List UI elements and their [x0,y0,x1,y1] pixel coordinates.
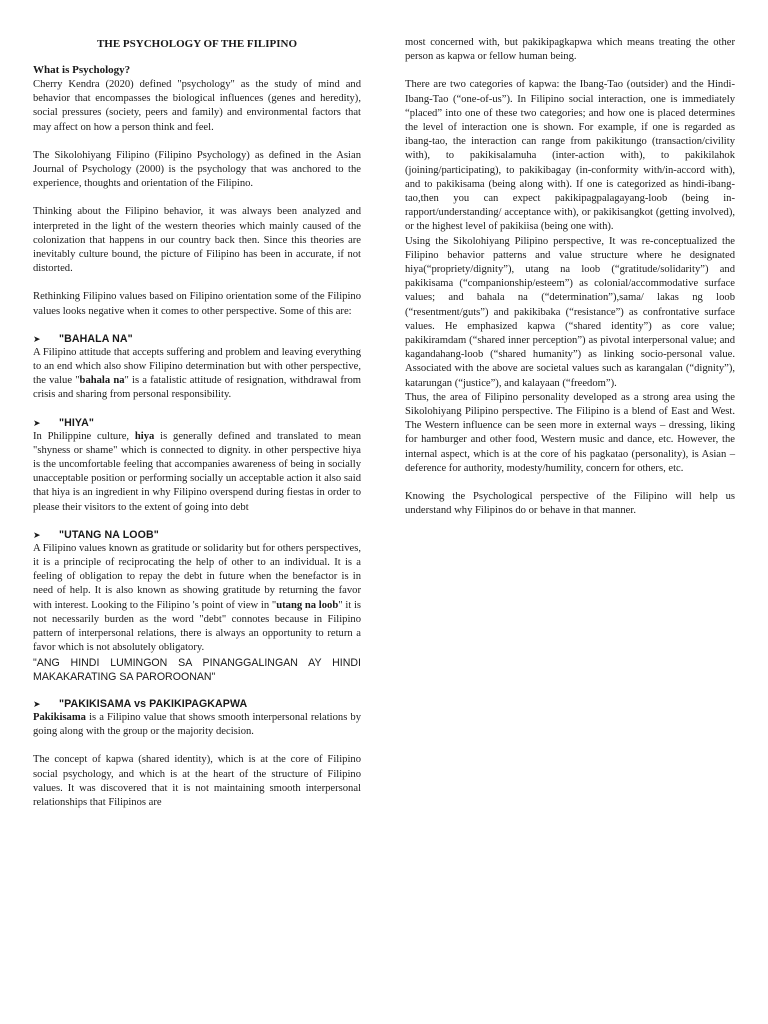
right-column [405,36,735,533]
pakikisama-paragraph [33,711,361,739]
bahala-na-heading [33,333,361,345]
bahala-na-text-1: A Filipino attitude that accepts suffering and problem and leaving everything to an end which also show Filipino determination but with other perspective, the value " [33,346,361,387]
conclusion-paragraph: Knowing the Psychological perspective of the Filipino will help us understand why Filipinos do or behave in that manner. [405,491,735,517]
hiya-paragraph [33,430,361,515]
utang-bold-term: utang na loob [276,599,339,611]
sikolohiyang-pilipino-paragraph: Using the Sikolohiyang Pilipino perspective, It was re-conceptualized the Filipino behavior patterns and value structure where he designated hiya(“propriety/dignity”), utang na loob (“gratitude/solidarity”) and pakikisama (“companionship/esteem”) as colonial/accommodative surface values; and bahala na (“determination”),sama/ lakas ng loob (“resentment/guts”) and pakikibaka (“resistance”) as confrontative surface values. He emphasized kapwa (“shared identity”) as core value; pakikiramdam (“shared inner perception”) as pivotal interpersonal value; and kagandahang-loob (“shared humanity”) as linking socio-personal value. Associated with the above are societal values such as karangalan (“dignity”), katarungan (“justice”), and kalayaan (“freedom”). [405,235,735,389]
pakikisama-text-1: is a Filipino value that shows smooth interpersonal relations by going along with the group or the majority decision. [33,711,361,738]
utang-text-2: " it is not necessarily burden as the word "debt" connotes because in Filipino pattern of interpersonal relations, there is always an opportunity to return a favor which is not absolutely obligatory. [33,599,362,654]
arrow-bullet-icon: ➤ [33,333,41,344]
bahala-na-bold-term: bahala na [79,375,125,387]
continued-paragraph: most concerned with, but pakikipagkapwa which means treating the other person as kapwa or fellow human being. [405,37,735,63]
utang-na-loob-paragraph [33,542,361,656]
hiya-text-1: In Philippine culture, [33,430,135,442]
kendra-paragraph: Cherry Kendra (2020) defined "psychology" as the study of mind and behavior that encompasses the biological influences (genes and heredity), social pressures (society, peers and family) and environmental factors that may affect on how a person think and feel. [33,79,361,133]
arrow-bullet-icon: ➤ [33,529,41,540]
kapwa-categories-paragraph: There are two categories of kapwa: the Ibang-Tao (outsider) and the Hindi-Ibang-Tao (“one-of-us”). In Filipino social interaction, one is immediately “placed” into one of these two categories; and how one is placed determines the level of interaction one is shown. For example, if one is regarded as ibang-tao, the interaction can range from pakikitungo (transaction/civility with), to pakikisalamuha (inter-action with), to pakikilahok (joining/participating), to pakikibagay (in-conformity with/in-accord with), and to pakikisama (being along with). If one is categorized as hindi-ibang-tao,then you can expect pakikipagpalagayang-loob (being in-rapport/understanding/ acceptance with), or pakikisangkot (getting involved), or the highest level of pakikiisa (being one with). [405,79,735,233]
pakikisama-heading [33,698,361,710]
rethinking-paragraph: Rethinking Filipino values based on Filipino orientation some of the Filipino values looks negative when it comes to other perspective. Some of this are: [33,291,361,317]
hiya-bold-term: hiya [134,430,155,442]
bahala-na-paragraph [33,346,361,403]
bahala-na-text-2: " is a fatalistic attitude of resignation, withdrawal from crisis and sharing from personal responsibility. [33,375,361,401]
left-column [33,36,361,824]
sikolohiya-paragraph: The Sikolohiyang Filipino (Filipino Psychology) as defined in the Asian Journal of Psychology (2000) is the psychology that was anchored to the experience, thoughts and orientation of the Filipino. [33,149,361,190]
what-is-psychology-heading: What is Psychology? [33,64,131,76]
pakikisama-heading-text: "PAKIKISAMA vs PAKIKIPAGKAPWA [59,697,248,710]
arrow-bullet-icon: ➤ [33,698,41,709]
pakikisama-bold-term: Pakikisama [33,711,86,723]
filipino-personality-paragraph: Thus, the area of Filipino personality developed as a strong area using the Sikolohiyang Pilipino perspective. The Filipino is a blend of East and West. The Western influence can be seen more in external ways – dressing, liking for hamburger and other food, Western music and dance, etc. However, the internal aspect, which is at the core of his pagkatao (personality), is Asian – deference for authority, modesty/humility, concern for others, etc. [405,391,735,474]
utang-na-loob-heading-text: "UTANG NA LOOB" [59,528,159,541]
utang-text-1: A Filipino values known as gratitude or solidarity but for others perspectives, it is a principle of reciprocating the help of other to an individual. It is a feeling of obligation to repay the debt in future when the benefactor is in need of help. It is also known as showing gratitude by returning the favor with interest. Looking to the Filipino 's point of view in " [33,542,361,611]
hiya-heading [33,417,361,429]
kapwa-paragraph: The concept of kapwa (shared identity), which is at the core of Filipino social psychology, and which is at the heart of the structure of Filipino values. It was discovered that it is not maintaining smooth interpersonal relationships that Filipinos are [33,754,361,808]
page-title: THE PSYCHOLOGY OF THE FILIPINO [96,38,298,50]
thinking-paragraph: Thinking about the Filipino behavior, it was always been analyzed and interpreted in the light of the western theories which mainly caused of the colonization that happens in our country back then. Since this theories are inevitably culture bound, the picture of Filipino has been in accurate, if not distorted. [33,206,361,275]
proverb-quote: "ANG HINDI LUMINGON SA PINANGGALINGAN AY HINDI MAKAKARATING SA PAROROONAN" [33,656,361,683]
bahala-na-heading-text: "BAHALA NA" [59,332,133,345]
utang-na-loob-heading [33,529,361,541]
hiya-heading-text: "HIYA" [59,416,94,429]
arrow-bullet-icon: ➤ [33,417,41,428]
hiya-text-2: is generally defined and translated to mean "shyness or shame" which is connected to dignity. in other perspective hiya is the uncomfortable feeling that accompanies awareness of being in socially unacceptable position or performing socially un acceptable action it also said that hiya is an ingredient in why Filipino overspend during fiestas in order to please their visitors to the extent of going into debt [33,430,361,513]
